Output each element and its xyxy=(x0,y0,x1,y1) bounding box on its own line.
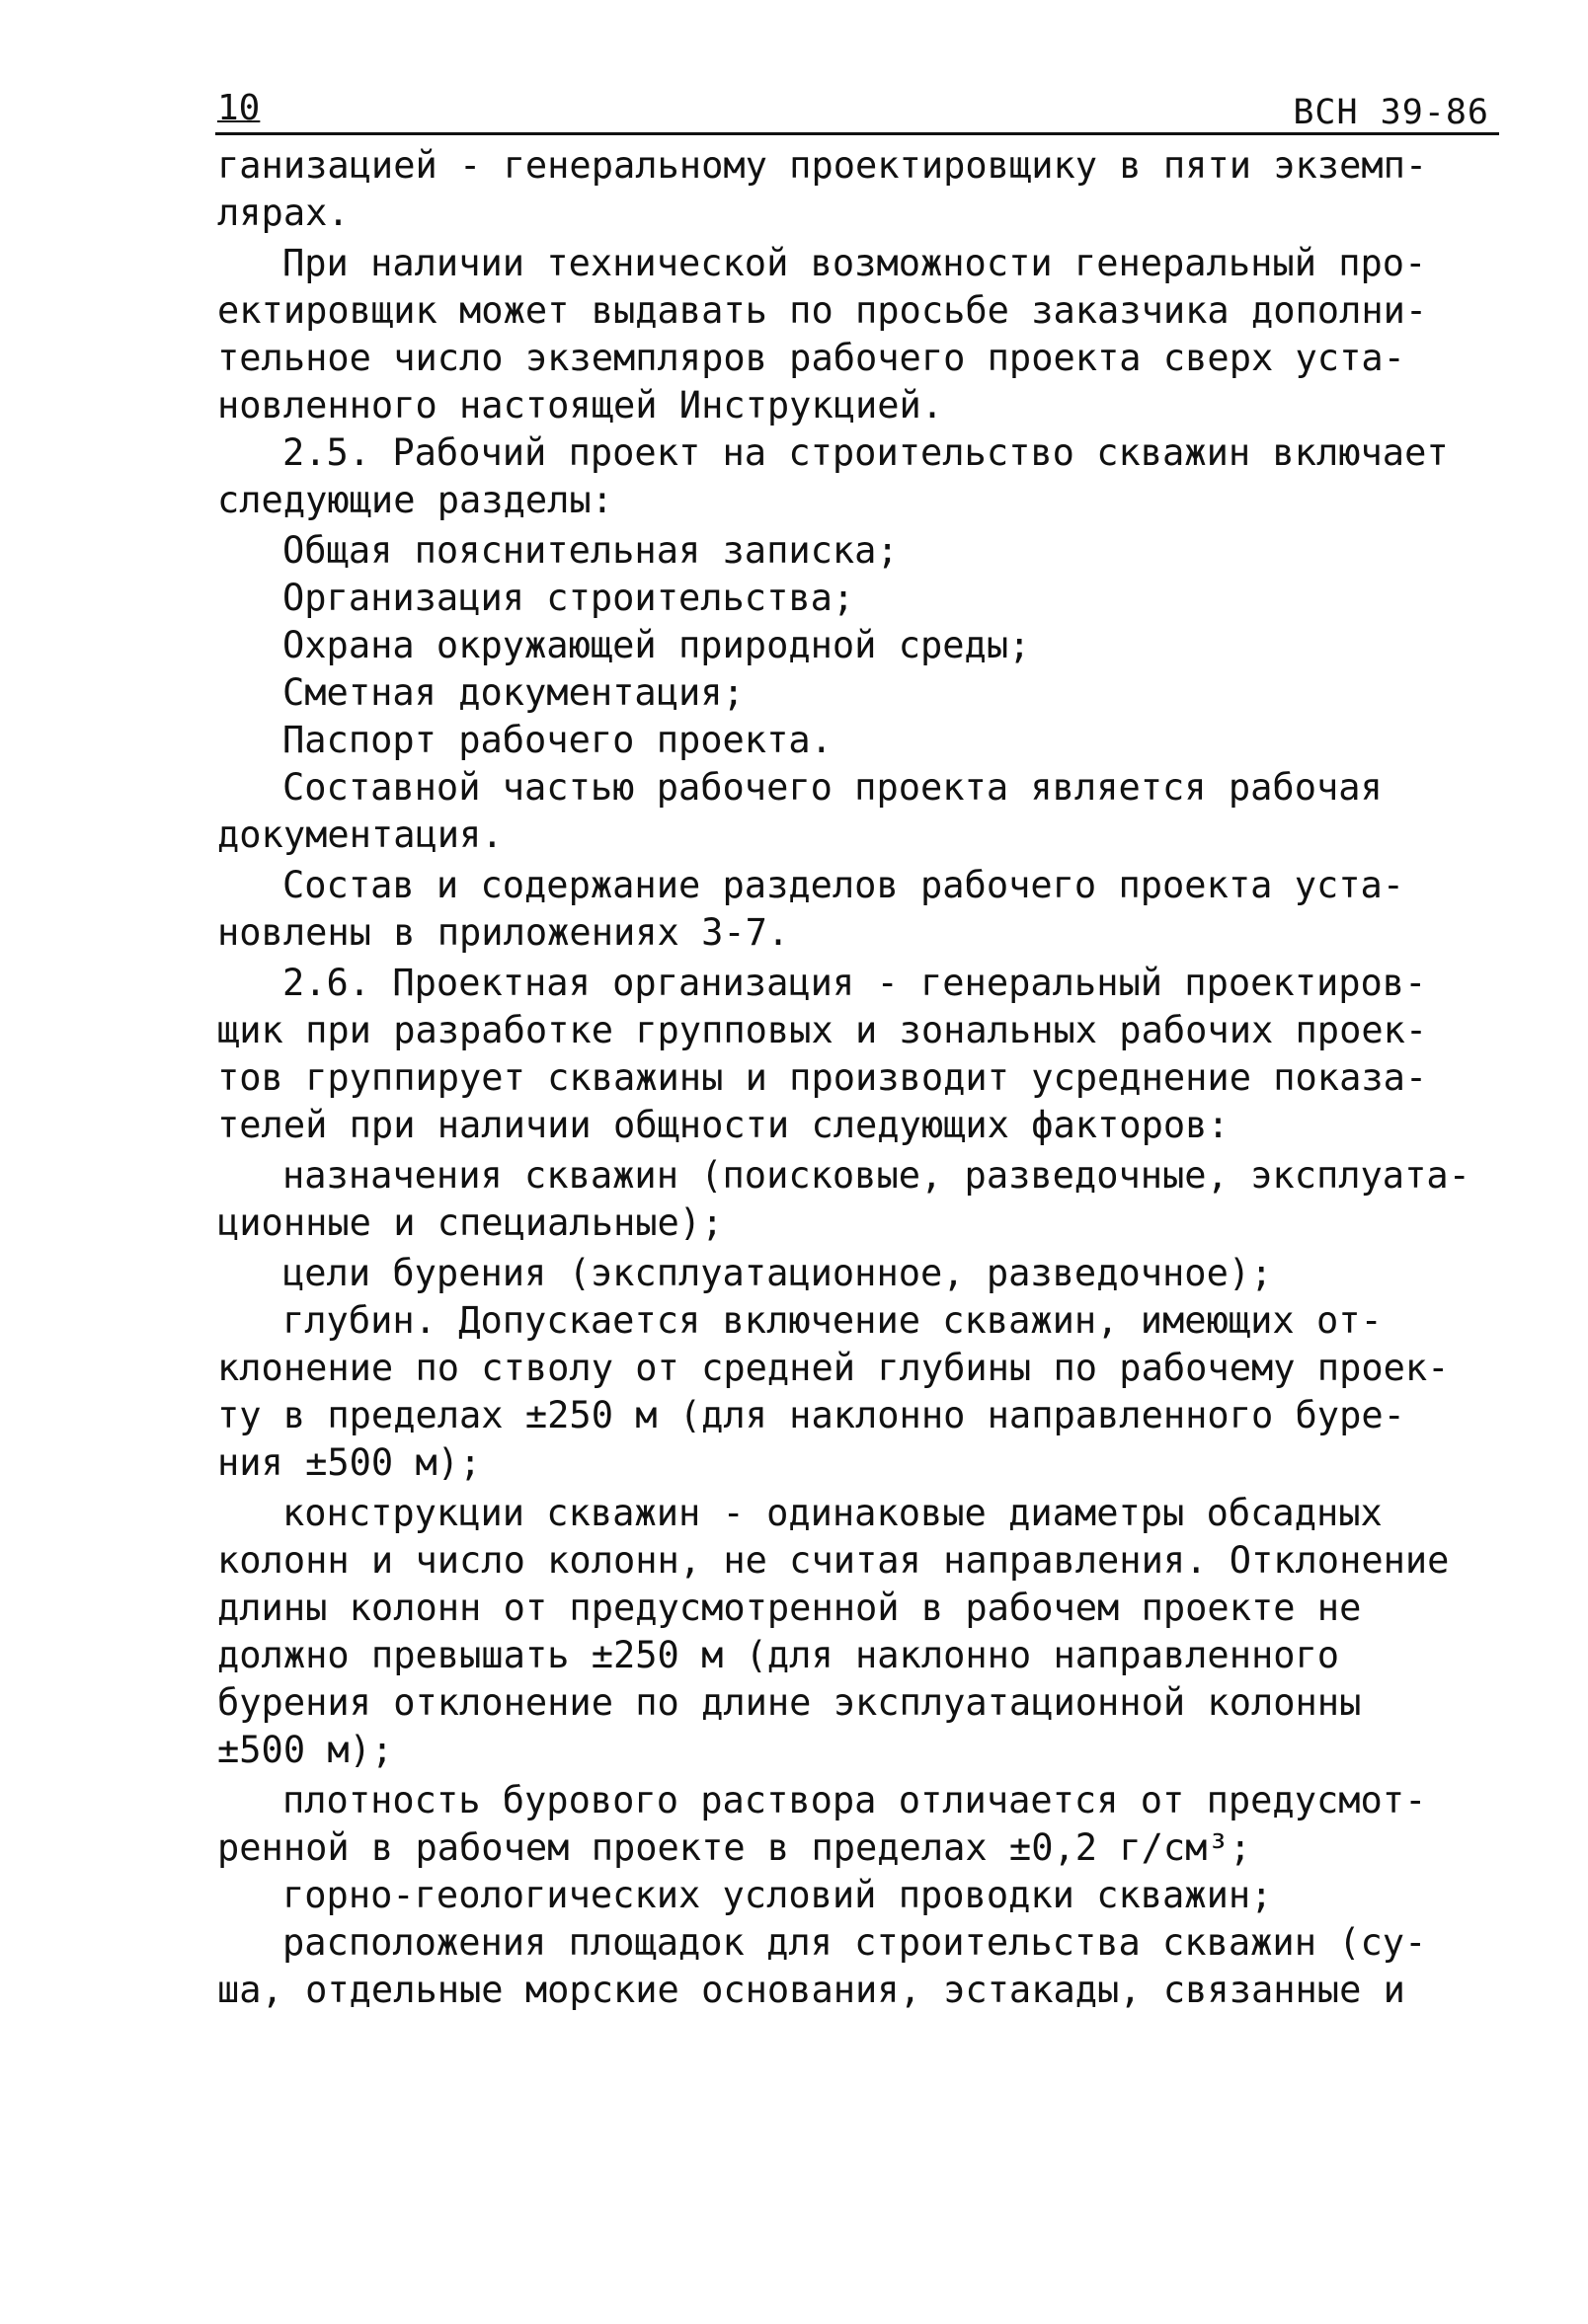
list-item-factor: конструкции скважин - одинаковые диаметры обсадных xyxy=(282,1492,1383,1534)
list-item-factor: расположения площадок для строительства скважин (су- xyxy=(282,1921,1427,1964)
list-item-section: Организация строительства; xyxy=(282,577,855,619)
text-line: телей при наличии общности следующих факторов: xyxy=(217,1104,1230,1146)
text-line: ния ±500 м); xyxy=(217,1441,482,1484)
list-item-factor: плотность бурового раствора отличается от предусмот- xyxy=(282,1779,1427,1821)
text-line: щик при разработке групповых и зональных рабочих проек- xyxy=(217,1009,1428,1051)
page-number: 10 xyxy=(217,88,261,128)
text-line: длины колонн от предусмотренной в рабочем проекте не xyxy=(217,1587,1362,1629)
list-item-factor: горно-геологических условий проводки скважин; xyxy=(282,1874,1273,1916)
document-code: ВСН 39-86 xyxy=(1293,93,1489,132)
list-item-factor: глубин. Допускается включение скважин, имеющих от- xyxy=(282,1299,1383,1342)
text-line: ганизацией - генеральному проектировщику в пяти экземп- xyxy=(217,144,1428,187)
text-line: клонение по стволу от средней глубины по рабочему проек- xyxy=(217,1347,1450,1389)
text-line: документация. xyxy=(217,813,504,856)
list-item-section: Сметная документация; xyxy=(282,671,745,714)
list-item-factor: цели бурения (эксплуатационное, разведочное); xyxy=(282,1252,1273,1294)
page-header xyxy=(215,87,1499,135)
text-line: тельное число экземпляров рабочего проекта сверх уста- xyxy=(217,337,1405,379)
text-line: должно превышать ±250 м (для наклонно направленного xyxy=(217,1634,1340,1676)
section-2-5-heading: 2.5. Рабочий проект на строительство скважин включает xyxy=(282,431,1449,474)
text-line: ектировщик может выдавать по просьбе заказчика дополни- xyxy=(217,289,1428,332)
text-line: ренной в рабочем проекте в пределах ±0,2 г/см³; xyxy=(217,1826,1251,1869)
text-line: новлены в приложениях 3-7. xyxy=(217,911,790,954)
list-item-factor: назначения скважин (поисковые, разведочные, эксплуата- xyxy=(282,1154,1470,1197)
list-item-section: Паспорт рабочего проекта. xyxy=(282,719,833,761)
list-item-section: Охрана окружающей природной среды; xyxy=(282,624,1031,666)
text-line: колонн и число колонн, не считая направления. Отклонение xyxy=(217,1539,1450,1582)
text-line: новленного настоящей Инструкцией. xyxy=(217,384,944,426)
paragraph-start: При наличии технической возможности генеральный про- xyxy=(282,242,1427,284)
paragraph-start: Составной частью рабочего проекта является рабочая xyxy=(282,766,1383,809)
body-text xyxy=(217,142,1501,2014)
text-line: ту в пределах ±250 м (для наклонно направленного буре- xyxy=(217,1394,1405,1436)
text-line: ша, отдельные морские основания, эстакады, связанные и xyxy=(217,1969,1405,2011)
text-line: тов группирует скважины и производит усреднение показа- xyxy=(217,1056,1428,1099)
text-line: лярах. xyxy=(217,192,350,234)
text-line: ±500 м); xyxy=(217,1729,394,1771)
paragraph-start: Состав и содержание разделов рабочего проекта уста- xyxy=(282,864,1405,906)
section-2-6-heading: 2.6. Проектная организация - генеральный проектиров- xyxy=(282,962,1427,1004)
text-line: следующие разделы: xyxy=(217,479,613,521)
list-item-section: Общая пояснительная записка; xyxy=(282,529,899,572)
text-line: ционные и специальные); xyxy=(217,1201,724,1244)
text-line: бурения отклонение по длине эксплуатационной колонны xyxy=(217,1681,1362,1724)
